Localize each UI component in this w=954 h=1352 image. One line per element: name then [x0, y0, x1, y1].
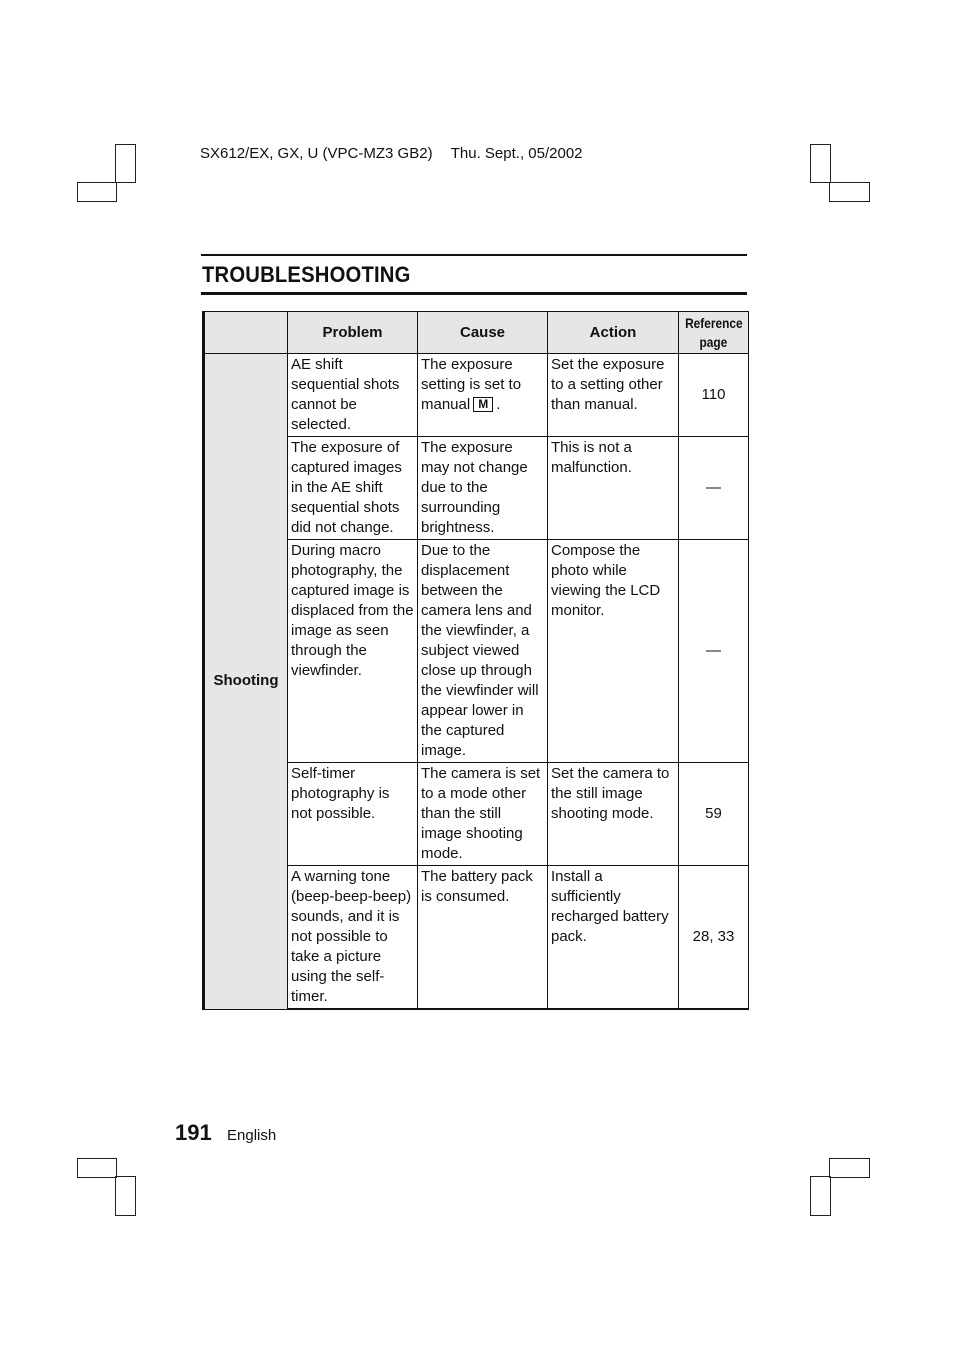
category-shooting: Shooting: [204, 354, 288, 1010]
crop-mark-bottom-left-horizontal: [77, 1158, 117, 1178]
page-language: English: [227, 1127, 277, 1144]
crop-mark-top-left-vertical: [115, 144, 136, 183]
crop-mark-top-right-vertical: [810, 144, 831, 183]
problem-cell: Self-timer photography is not possible.: [288, 763, 418, 866]
crop-mark-top-right-horizontal: [829, 182, 870, 202]
problem-cell: The exposure of captured images in the AE shift sequential shots did not change.: [288, 437, 418, 540]
crop-mark-top-left-horizontal: [77, 182, 117, 202]
cause-cell: The exposure may not change due to the surrounding brightness.: [418, 437, 548, 540]
manual-mode-icon: M: [473, 397, 493, 412]
action-cell: Compose the photo while viewing the LCD monitor.: [548, 540, 679, 763]
header-cause: Cause: [418, 312, 548, 354]
cause-text: The exposure setting is set to manual: [421, 356, 522, 413]
reference-cell: 110: [679, 354, 749, 437]
cause-cell: The camera is set to a mode other than the still image shooting mode.: [418, 763, 548, 866]
problem-cell: AE shift sequential shots cannot be selected.: [288, 354, 418, 437]
cause-cell: Due to the displacement between the camera lens and the viewfinder, a subject viewed close up through the viewfinder will appear lower in the captured image.: [418, 540, 548, 763]
crop-mark-bottom-right-horizontal: [829, 1158, 870, 1178]
header-reference-page: [679, 312, 749, 354]
crop-mark-bottom-right-vertical: [810, 1176, 831, 1216]
table-header-row: [204, 312, 749, 354]
header-reference-line1: Reference: [684, 314, 743, 331]
action-cell: This is not a malfunction.: [548, 437, 679, 540]
page-number: 191: [175, 1120, 212, 1145]
reference-cell: 59: [679, 763, 749, 866]
crop-mark-bottom-left-vertical: [115, 1176, 136, 1216]
print-header: [200, 145, 583, 162]
title-rule-bottom: [201, 292, 747, 295]
cause-cell: The battery pack is consumed.: [418, 866, 548, 1010]
problem-cell: A warning tone (beep-beep-beep) sounds, and it is not possible to take a picture using the self-timer.: [288, 866, 418, 1010]
cause-text-end: .: [496, 396, 501, 413]
header-empty-corner: [204, 312, 288, 354]
reference-cell: —: [679, 540, 749, 763]
header-action: Action: [548, 312, 679, 354]
title-rule-top: [201, 254, 747, 256]
action-cell: Install a sufficiently recharged battery pack.: [548, 866, 679, 1010]
reference-cell: —: [679, 437, 749, 540]
header-problem: Problem: [288, 312, 418, 354]
print-header-model: SX612/EX, GX, U (VPC-MZ3 GB2): [200, 145, 433, 162]
table-row: [204, 354, 749, 437]
troubleshooting-table: [202, 311, 749, 1010]
header-reference-line2: page: [699, 333, 728, 350]
problem-cell: During macro photography, the captured image is displaced from the image as seen through the viewfinder.: [288, 540, 418, 763]
print-header-date: Thu. Sept., 05/2002: [450, 145, 583, 162]
action-cell: Set the exposure to a setting other than manual.: [548, 354, 679, 437]
reference-cell: 28, 33: [679, 866, 749, 1010]
cause-cell: [418, 354, 548, 437]
page-title: TROUBLESHOOTING: [202, 262, 411, 287]
action-cell: Set the camera to the still image shooting mode.: [548, 763, 679, 866]
